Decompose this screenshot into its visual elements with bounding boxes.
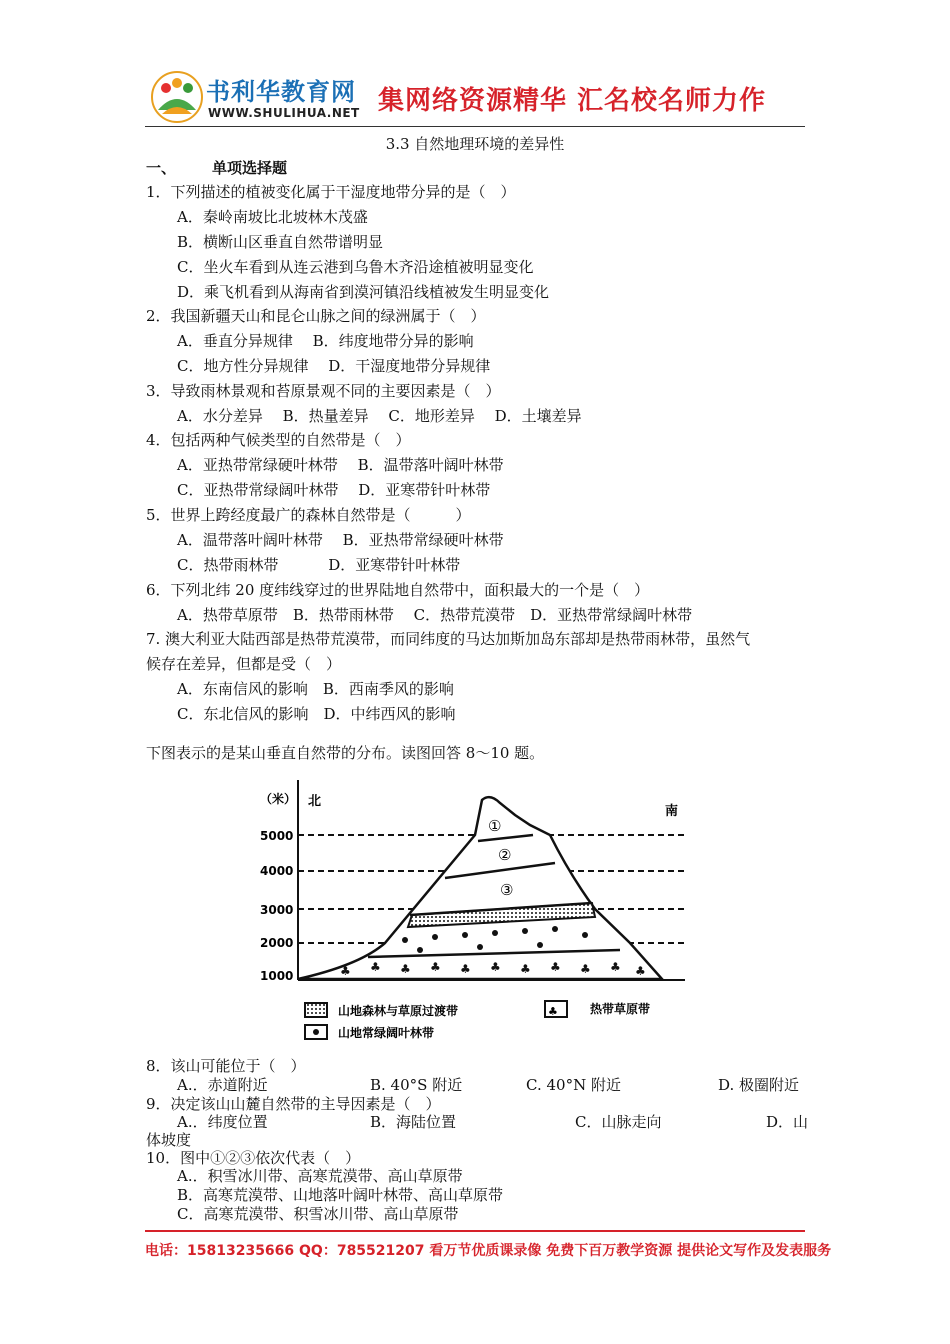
south-label: 南 bbox=[665, 804, 679, 819]
svg-text:♣: ♣ bbox=[580, 962, 591, 976]
question-9-option-a: A.．纬度位置 bbox=[177, 1113, 268, 1131]
question-6-stem: 6．下列北纬 20 度纬线穿过的世界陆地自然带中，面积最大的一个是（ ） bbox=[146, 581, 650, 599]
question-7-options: A．东南信风的影响 B．西南季风的影响 bbox=[177, 680, 454, 698]
question-10-option: A.．积雪冰川带、高寒荒漠带、高山草原带 bbox=[177, 1167, 463, 1185]
legend-transition: 山地森林与草原过渡带 bbox=[338, 1004, 459, 1018]
question-1-option: C．坐火车看到从连云港到乌鲁木齐沿途植被明显变化 bbox=[177, 258, 534, 276]
page-title: 3.3 自然地理环境的差异性 bbox=[385, 135, 565, 153]
question-1-option: B．横断山区垂直自然带谱明显 bbox=[177, 233, 384, 251]
question-9-option-d-wrap: 体坡度 bbox=[146, 1131, 192, 1149]
svg-text:♣: ♣ bbox=[550, 960, 561, 974]
question-3-stem: 3．导致雨林景观和苔原景观不同的主要因素是（ ） bbox=[146, 382, 501, 400]
question-9-option-b: B．海陆位置 bbox=[370, 1113, 457, 1131]
question-1-option: A．秦岭南坡比北坡林木茂盛 bbox=[177, 208, 368, 226]
svg-text:♣: ♣ bbox=[460, 962, 471, 976]
question-8-option-c: C. 40°N 附近 bbox=[526, 1076, 621, 1094]
question-10-option: B．高寒荒漠带、山地落叶阔叶林带、高山草原带 bbox=[177, 1186, 504, 1204]
question-8-option-b: B. 40°S 附近 bbox=[370, 1076, 463, 1094]
mountain-outline bbox=[298, 797, 662, 979]
y-tick-label: 3000 bbox=[260, 903, 294, 917]
logo-icon bbox=[150, 70, 204, 124]
question-7-stem-cont: 候存在差异，但都是受（ ） bbox=[146, 655, 342, 673]
question-5-stem: 5．世界上跨经度最广的森林自然带是（ ） bbox=[146, 506, 471, 524]
vertical-zonation-diagram bbox=[250, 775, 700, 1055]
question-10-option: C．高寒荒漠带、积雪冰川带、高山草原带 bbox=[177, 1205, 459, 1223]
question-6-options: A．热带草原带 B．热带雨林带 C．热带荒漠带 D．亚热带常绿阔叶林带 bbox=[177, 606, 693, 624]
question-8-option-d: D. 极圈附近 bbox=[718, 1076, 800, 1094]
svg-text:♣: ♣ bbox=[340, 964, 351, 978]
question-2-options: C．地方性分异规律 D．干湿度地带分异规律 bbox=[177, 357, 491, 375]
brand-name: 书利华教育网 bbox=[206, 78, 356, 106]
legend-broadleaf: 山地常绿阔叶林带 bbox=[338, 1026, 435, 1040]
y-tick-label: 5000 bbox=[260, 829, 294, 843]
svg-text:♣: ♣ bbox=[520, 962, 531, 976]
site-url[interactable]: WWW.SHULIHUA.NET bbox=[208, 106, 360, 120]
question-2-options: A．垂直分异规律 B．纬度地带分异的影响 bbox=[177, 332, 474, 350]
question-1-option: D．乘飞机看到从海南省到漠河镇沿线植被发生明显变化 bbox=[177, 283, 550, 301]
header-divider bbox=[145, 126, 805, 127]
footer-contact: 电话：15813235666 QQ：785521207 看万节优质课录像 免费下百万教学资源 提供论文写作及发表服务 bbox=[145, 1243, 832, 1259]
y-tick-label: 1000 bbox=[260, 969, 294, 983]
y-tick-label: 4000 bbox=[260, 864, 294, 878]
svg-text:♣: ♣ bbox=[635, 964, 646, 978]
legend-swatch-transition bbox=[305, 1003, 327, 1017]
svg-text:♣: ♣ bbox=[430, 960, 441, 974]
question-8-stem: 8．该山可能位于（ ） bbox=[146, 1057, 306, 1075]
question-3-options: A．水分差异 B．热量差异 C．地形差异 D．土壤差异 bbox=[177, 407, 582, 425]
header-slogan: 集网络资源精华 汇名校名师力作 bbox=[378, 86, 767, 116]
question-10-stem: 10．图中①②③依次代表（ ） bbox=[146, 1149, 361, 1167]
svg-text:♣: ♣ bbox=[610, 960, 621, 974]
question-9-option-d: D．山 bbox=[766, 1113, 809, 1131]
svg-text:♣: ♣ bbox=[548, 1005, 558, 1018]
section-label: 单项选择题 bbox=[212, 159, 288, 177]
svg-text:♣: ♣ bbox=[400, 962, 411, 976]
question-4-options: C．亚热带常绿阔叶林带 D．亚寒带针叶林带 bbox=[177, 481, 491, 499]
zone-label: ① bbox=[488, 817, 502, 835]
y-tick-label: 2000 bbox=[260, 936, 294, 950]
question-4-options: A．亚热带常绿硬叶林带 B．温带落叶阔叶林带 bbox=[177, 456, 504, 474]
question-5-options: C．热带雨林带 D．亚寒带针叶林带 bbox=[177, 556, 461, 574]
zone-label: ③ bbox=[500, 881, 514, 899]
question-7-options: C．东北信风的影响 D．中纬西风的影响 bbox=[177, 705, 456, 723]
section-number: 一、 bbox=[146, 159, 177, 177]
figure-intro: 下图表示的是某山垂直自然带的分布。读图回答 8～10 题。 bbox=[146, 744, 545, 762]
question-1-stem: 1．下列描述的植被变化属于干湿度地带分异的是（ ） bbox=[146, 183, 516, 201]
legend-savanna: 热带草原带 bbox=[590, 1002, 651, 1016]
question-7-stem: 7. 澳大利亚大陆西部是热带荒漠带，而同纬度的马达加斯加岛东部却是热带雨林带，虽然气 bbox=[146, 630, 751, 648]
question-2-stem: 2．我国新疆天山和昆仑山脉之间的绿洲属于（ ） bbox=[146, 307, 486, 325]
question-9-stem: 9．决定该山山麓自然带的主导因素是（ ） bbox=[146, 1095, 441, 1113]
question-4-stem: 4．包括两种气候类型的自然带是（ ） bbox=[146, 431, 411, 449]
question-9-option-c: C．山脉走向 bbox=[575, 1113, 662, 1131]
svg-text:♣: ♣ bbox=[490, 960, 501, 974]
north-label: 北 bbox=[308, 794, 322, 809]
zone-label: ② bbox=[498, 846, 512, 864]
svg-text:♣: ♣ bbox=[370, 960, 381, 974]
y-unit-label: （米） bbox=[260, 792, 297, 806]
question-5-options: A．温带落叶阔叶林带 B．亚热带常绿硬叶林带 bbox=[177, 531, 504, 549]
question-8-option-a: A.．赤道附近 bbox=[177, 1076, 268, 1094]
footer-divider bbox=[145, 1230, 805, 1232]
